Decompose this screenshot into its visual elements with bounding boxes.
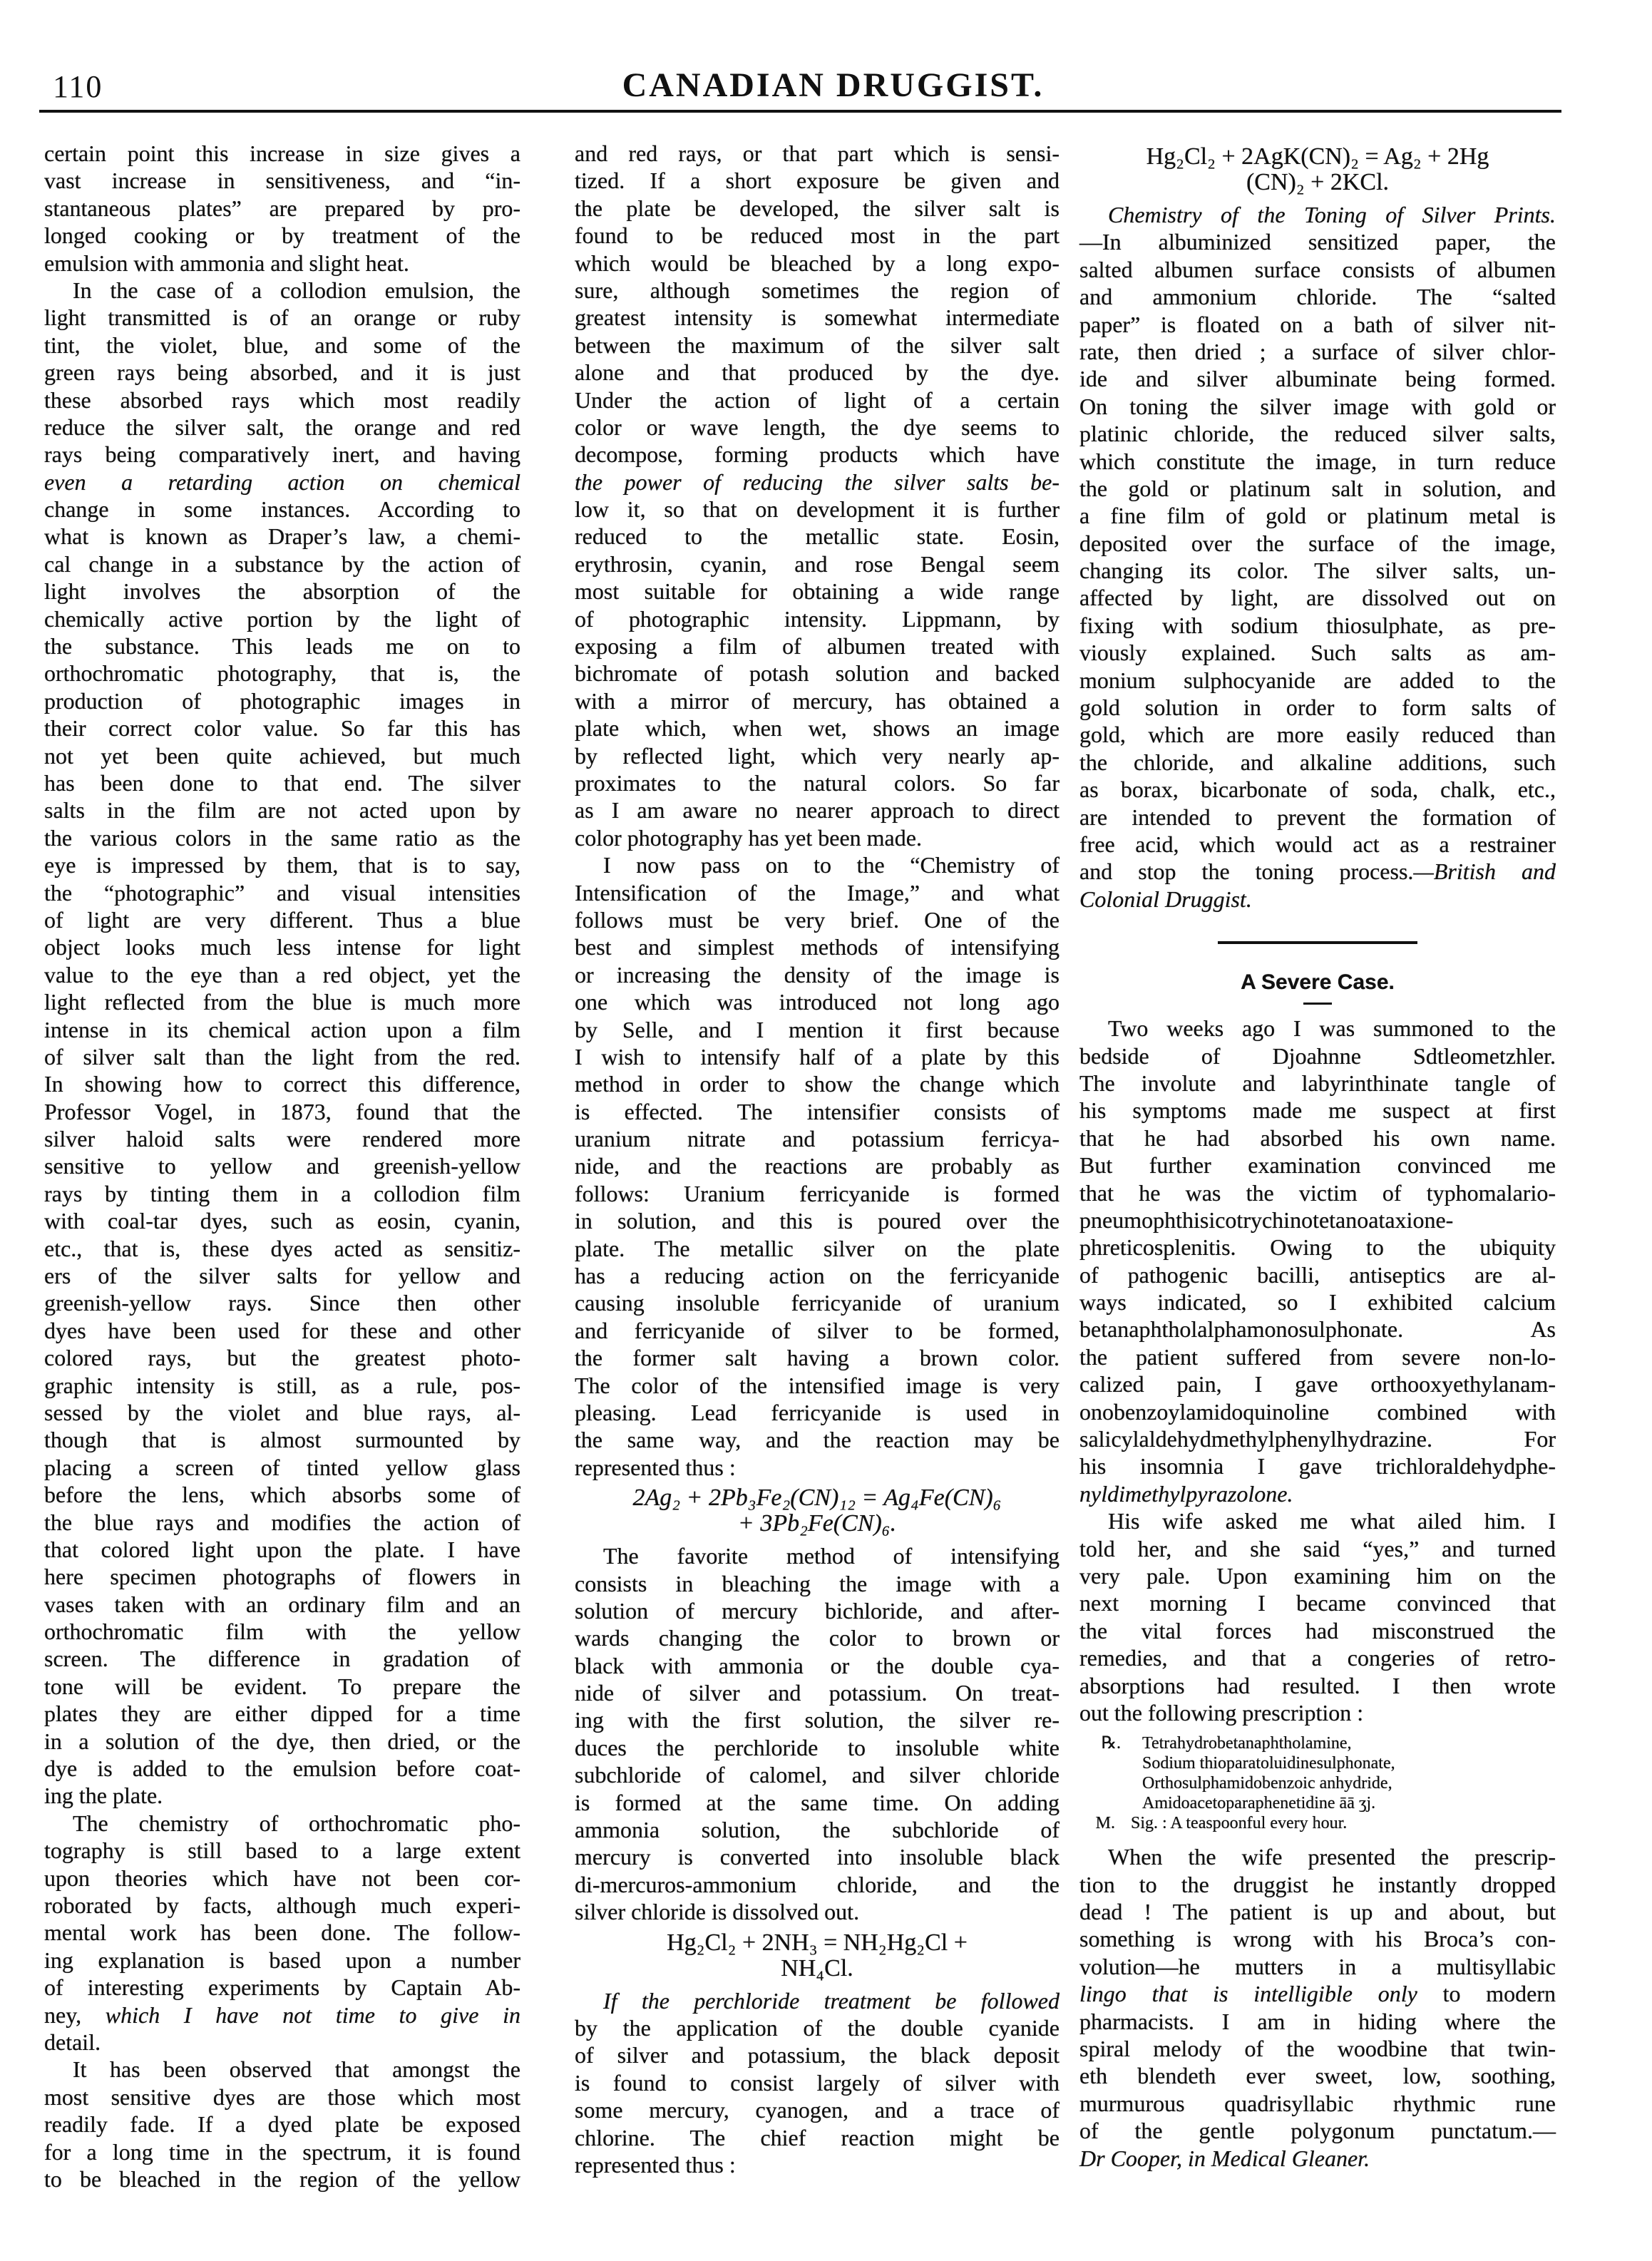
- text-line: of pathogenic bacilli, antiseptics are al-: [1079, 1261, 1556, 1288]
- text-line: The favorite method of intensifying: [603, 1543, 1060, 1569]
- italic-text: which I have not time to give in: [105, 2001, 521, 2028]
- text-line: very pale. Upon examining him on the: [1079, 1562, 1556, 1589]
- italic-text: If the perchloride treatment be followed: [603, 1987, 1060, 2014]
- text-line: greatest intensity is somewhat intermediate: [575, 304, 1060, 331]
- text-line: out the following prescription :: [1079, 1699, 1364, 1726]
- text-line: low it, so that on development it is further: [575, 496, 1060, 523]
- text-line: a fine film of gold or platinum metal is: [1079, 503, 1556, 529]
- text-line: ide and silver albuminate being formed.: [1079, 366, 1556, 392]
- prescription-line: [1079, 1773, 1556, 1793]
- text-line: color photography has yet been made.: [575, 824, 922, 851]
- text-line: in a solution of the dye, then dried, or the: [44, 1728, 520, 1754]
- text-line: wards changing the color to brown or: [575, 1625, 1060, 1651]
- text-line: [44, 468, 520, 496]
- equation-line: Hg₂Cl₂ + 2AgK(CN)₂ = Ag₂ + 2Hg: [1146, 143, 1489, 170]
- text-line: I wish to intensify half of a plate by this: [575, 1043, 1060, 1070]
- text-line: On toning the silver image with gold or: [1079, 393, 1556, 419]
- text-line: duces the perchloride to insoluble white: [575, 1734, 1060, 1760]
- text-line: [44, 2001, 520, 2029]
- text-line: chlorine. The chief reaction might be: [575, 2124, 1060, 2150]
- text-line: causing insoluble ferricyanide of uranium: [575, 1290, 1060, 1316]
- text-line: ing with the first solution, the silver re-: [575, 1707, 1060, 1733]
- text-line: the blue rays and modifies the action of: [44, 1509, 520, 1535]
- text-line: value to the eye than a red object, yet the: [44, 961, 520, 988]
- italic-text: the power of reducing the silver salts be-: [575, 468, 1060, 495]
- text-line: of light are very different. Thus a blue: [44, 906, 520, 933]
- text-line: the substance. This leads me on to: [44, 633, 520, 660]
- paragraph: [575, 140, 1060, 851]
- text-line: and red rays, or that part which is sensi-: [575, 140, 1060, 166]
- text-line: the “photographic” and visual intensities: [44, 879, 520, 906]
- text-line: light involves the absorption of the: [44, 578, 520, 605]
- prescription-mark: ℞.: [1101, 1734, 1121, 1753]
- text-line: the former salt having a brown color.: [575, 1345, 1060, 1371]
- text-line: has been done to that end. The silver: [44, 769, 520, 796]
- text-line: stantaneous plates” are prepared by pro-: [44, 195, 520, 221]
- text-line: decompose, forming products which have: [575, 441, 1060, 468]
- italic-text: nyldimethylpyrazolone.: [1079, 1480, 1293, 1507]
- text-line: bichromate of potash solution and backed: [575, 660, 1060, 687]
- text-line: change in some instances. According to: [44, 496, 520, 523]
- text-line: light reflected from the blue is much more: [44, 989, 520, 1015]
- text-line: told her, and she said “yes,” and turned: [1079, 1535, 1556, 1562]
- text-column-2: [575, 140, 1060, 2178]
- text-line: sessed by the violet and blue rays, al-: [44, 1399, 520, 1425]
- header-rule: [39, 110, 1561, 113]
- text-line: tint, the violet, blue, and some of the: [44, 332, 520, 358]
- text-line: phreticosplenitis. Owing to the ubiquity: [1079, 1234, 1556, 1261]
- text-line: di-mercuros-ammonium chloride, and the: [575, 1871, 1060, 1897]
- text-line: not yet been quite achieved, but much: [44, 742, 520, 769]
- text-line: the various colors in the same ratio as the: [44, 824, 520, 851]
- text-line: greenish-yellow rays. Since then other: [44, 1290, 520, 1316]
- text-line: green rays being absorbed, and it is just: [44, 359, 520, 386]
- text-line: screen. The difference in gradation of: [44, 1646, 520, 1672]
- text-line: I now pass on to the “Chemistry of: [603, 852, 1060, 878]
- paragraph: [44, 1810, 520, 2056]
- text-line: betanaphtholalphamonosulphonate. As: [1079, 1316, 1556, 1343]
- text-line: ers of the silver salts for yellow and: [44, 1263, 520, 1289]
- text-line: The color of the intensified image is very: [575, 1372, 1060, 1398]
- text-column-1: [44, 140, 520, 2193]
- text-line: His wife asked me what ailed him. I: [1108, 1508, 1556, 1534]
- italic-text: Chemistry of the Toning of Silver Prints.: [1108, 202, 1556, 227]
- text-line: ways indicated, so I exhibited calcium: [1079, 1289, 1556, 1316]
- text-line: mercury is converted into insoluble black: [575, 1844, 1060, 1870]
- equation-line: + 3Pb₂Fe(CN)₆.: [737, 1510, 897, 1537]
- text-line: detail.: [44, 2029, 101, 2055]
- text-line: [1079, 201, 1556, 228]
- text-line: When the wife presented the prescrip-: [1108, 1844, 1556, 1870]
- text-line: intense in its chemical action upon a film: [44, 1016, 520, 1042]
- text-line: vases taken with an ordinary film and an: [44, 1591, 520, 1617]
- text-line: with a mirror of mercury, has obtained a: [575, 687, 1060, 714]
- text-line: as borax, bicarbonate of soda, chalk, etc.,: [1079, 776, 1556, 803]
- text-line: [575, 1987, 1060, 2014]
- italic-text: lingo that is intelligible only: [1079, 1981, 1417, 2007]
- text-line: what is known as Draper’s law, a chemi-: [44, 523, 520, 550]
- text-line: ammonia solution, the subchloride of: [575, 1817, 1060, 1843]
- prescription-line: [1079, 1813, 1556, 1833]
- text-line: by reflected light, which very nearly ap-: [575, 742, 1060, 769]
- text-line: though that is almost surmounted by: [44, 1427, 520, 1453]
- text-line: black with ammonia or the double cya-: [575, 1652, 1060, 1678]
- paragraph: [1079, 1507, 1556, 1726]
- text-line: proximates to the natural colors. So far: [575, 769, 1060, 796]
- text-line: eth blendeth ever sweet, low, soothing,: [1079, 2063, 1556, 2089]
- text-line: something is wrong with his Broca’s con-: [1079, 1926, 1556, 1952]
- text-line: some mercury, cyanogen, and a trace of: [575, 2097, 1060, 2123]
- text-line: upon theories which have not been cor-: [44, 1865, 520, 1891]
- text-line: subchloride of calomel, and silver chloride: [575, 1762, 1060, 1788]
- italic-text: Colonial Druggist.: [1079, 886, 1252, 912]
- text-line: found to be reduced most in the part: [575, 222, 1060, 249]
- text-line: consists in bleaching the image with a: [575, 1570, 1060, 1596]
- text-line: uranium nitrate and potassium ferricya-: [575, 1126, 1060, 1152]
- text-line: dyes have been used for these and other: [44, 1317, 520, 1343]
- text-line: longed cooking or by treatment of the: [44, 222, 520, 249]
- prescription-text: Sig. : A teaspoonful every hour.: [1131, 1814, 1348, 1833]
- text-line: nide, and the reactions are probably as: [575, 1153, 1060, 1179]
- section-divider: [1218, 941, 1417, 944]
- paragraph: [575, 851, 1060, 1481]
- text-run: ney,: [44, 2001, 106, 2028]
- text-line: silver chloride is dissolved out.: [575, 1899, 860, 1925]
- text-line: exposing a film of albumen treated with: [575, 633, 1060, 660]
- text-line: ing the plate.: [44, 1783, 163, 1809]
- text-line: bedside of Djoahnne Sdtleometzhler.: [1079, 1042, 1556, 1069]
- text-line: for a long time in the spectrum, it is found: [44, 2138, 520, 2165]
- text-line: reduced to the metallic state. Eosin,: [575, 523, 1060, 550]
- text-line: gold, which are more easily reduced than: [1079, 722, 1556, 748]
- text-line: sure, although sometimes the region of: [575, 277, 1060, 303]
- text-line: [1079, 2145, 1556, 2172]
- text-line: in solution, and this is poured over the: [575, 1208, 1060, 1234]
- text-line: colored rays, but the greatest photo-: [44, 1345, 520, 1371]
- text-line: absorptions had resulted. I then wrote: [1079, 1672, 1556, 1698]
- text-line: his insomnia I gave trichloraldehydphe-: [1079, 1453, 1556, 1480]
- text-line: salted albumen surface consists of albumen: [1079, 256, 1556, 282]
- text-line: certain point this increase in size gives a: [44, 140, 520, 166]
- italic-text: even a retarding action on chemical: [44, 468, 520, 495]
- paragraph: [575, 1987, 1060, 2179]
- text-line: represented thus :: [575, 1454, 736, 1480]
- text-line: before the lens, which absorbs some of: [44, 1482, 520, 1508]
- text-line: dye is added to the emulsion before coat-: [44, 1755, 520, 1782]
- prescription-mark: M.: [1095, 1814, 1115, 1833]
- text-line: that he had absorbed his own name.: [1079, 1124, 1556, 1151]
- text-line: free acid, which would act as a restrainer: [1079, 831, 1556, 857]
- text-line: solution of mercury bichloride, and after-: [575, 1597, 1060, 1624]
- text-line: orthochromatic photography, that is, the: [44, 660, 520, 687]
- text-run: to modern: [1417, 1981, 1556, 2007]
- text-line: [1079, 886, 1556, 913]
- text-line: platinic chloride, the reduced silver salts,: [1079, 421, 1556, 447]
- text-line: follows: Uranium ferricyanide is formed: [575, 1180, 1060, 1206]
- text-line: is found to consist largely of silver with: [575, 2069, 1060, 2096]
- text-line: that colored light upon the plate. I have: [44, 1536, 520, 1562]
- text-line: plates they are either dipped for a time: [44, 1701, 520, 1727]
- text-line: rays by tinting them in a collodion film: [44, 1180, 520, 1206]
- text-line: paper” is floated on a bath of silver nit-: [1079, 311, 1556, 337]
- text-line: by Selle, and I mention it first because: [575, 1016, 1060, 1042]
- text-line: erythrosin, cyanin, and rose Bengal seem: [575, 550, 1060, 577]
- text-line: emulsion with ammonia and slight heat.: [44, 250, 409, 276]
- text-line: rate, then dried ; a surface of silver chlor-: [1079, 338, 1556, 364]
- text-line: which constitute the image, in turn reduce: [1079, 448, 1556, 474]
- text-line: silver haloid salts were rendered more: [44, 1126, 520, 1152]
- chemical-equation: [575, 1485, 1060, 1537]
- text-line: production of photographic images in: [44, 687, 520, 714]
- paragraph: [1079, 201, 1556, 913]
- text-line: his symptoms made me suspect at first: [1079, 1097, 1556, 1124]
- prescription-text: Amidoacetoparaphenetidine āā ʒj.: [1142, 1794, 1376, 1813]
- text-line: Under the action of light of a certain: [575, 386, 1060, 413]
- text-line: as I am aware no nearer approach to direct: [575, 797, 1060, 824]
- paragraph: [1079, 1843, 1556, 2172]
- text-column-3: [1079, 140, 1556, 2172]
- text-line: method in order to show the change which: [575, 1071, 1060, 1097]
- text-line: nide of silver and potassium. On treat-: [575, 1680, 1060, 1706]
- text-line: follows must be very brief. One of the: [575, 906, 1060, 933]
- prescription-mark: [1079, 1793, 1142, 1813]
- text-line: by the application of the double cyanide: [575, 2015, 1060, 2041]
- text-line: volution—he mutters in a multisyllabic: [1079, 1953, 1556, 1979]
- text-line: best and simplest methods of intensifying: [575, 934, 1060, 960]
- paragraph: [575, 1542, 1060, 1925]
- prescription-mark: [1079, 1753, 1142, 1773]
- text-line: murmurous quadrisyllabic rhythmic rune: [1079, 2090, 1556, 2116]
- equation-line: NH₄Cl.: [781, 1954, 853, 1981]
- text-line: and ferricyanide of silver to be formed,: [575, 1317, 1060, 1343]
- text-line: dead ! The patient is up and about, but: [1079, 1899, 1556, 1925]
- text-line: and ammonium chloride. The “salted: [1079, 284, 1556, 310]
- paragraph: [44, 140, 520, 277]
- text-line: light transmitted is of an orange or ruby: [44, 304, 520, 331]
- text-line: vast increase in sensitiveness, and “in-: [44, 168, 520, 194]
- text-line: [1079, 858, 1556, 885]
- text-line: eye is impressed by them, that is to say,: [44, 852, 520, 878]
- text-line: roborated by facts, although much experi-: [44, 1892, 520, 1918]
- text-line: next morning I became convinced that: [1079, 1590, 1556, 1616]
- text-line: changing its color. The silver salts, un-: [1079, 558, 1556, 584]
- text-line: object looks much less intense for light: [44, 934, 520, 960]
- text-line: of photographic intensity. Lippmann, by: [575, 605, 1060, 632]
- text-line: tized. If a short exposure be given and: [575, 168, 1060, 194]
- prescription-line: [1079, 1753, 1556, 1773]
- text-line: The involute and labyrinthinate tangle of: [1079, 1070, 1556, 1096]
- text-line: the patient suffered from severe non-lo-: [1079, 1343, 1556, 1370]
- equation-line: (CN)₂ + 2KCl.: [1246, 169, 1390, 195]
- text-line: their correct color value. So far this has: [44, 715, 520, 742]
- text-line: tone will be evident. To prepare the: [44, 1673, 520, 1699]
- equation-line: 2Ag₂ + 2Pb₃Fe₂(CN)₁₂ = Ag₄Fe(CN)₆: [632, 1485, 1002, 1512]
- text-line: plate which, when wet, shows an image: [575, 715, 1060, 742]
- text-line: with coal-tar dyes, such as eosin, cyanin,: [44, 1208, 520, 1234]
- text-line: cal change in a substance by the action of: [44, 550, 520, 577]
- text-line: sensitive to yellow and greenish-yellow: [44, 1153, 520, 1179]
- text-line: In the case of a collodion emulsion, the: [73, 277, 520, 303]
- text-line: these absorbed rays which most readily: [44, 386, 520, 413]
- text-line: [1079, 1980, 1556, 2007]
- text-line: most suitable for obtaining a wide range: [575, 578, 1060, 605]
- text-line: remedies, and that a congeries of retro-: [1079, 1645, 1556, 1671]
- text-line: monium sulphocyanide are added to the: [1079, 667, 1556, 693]
- prescription-line: [1079, 1793, 1556, 1813]
- text-line: The chemistry of orthochromatic pho-: [73, 1810, 520, 1836]
- text-line: of silver and potassium, the black deposit: [575, 2042, 1060, 2068]
- chemical-equation: [1079, 144, 1556, 195]
- text-line: Two weeks ago I was summoned to the: [1108, 1015, 1556, 1042]
- paragraph: [1079, 1015, 1556, 1507]
- text-line: color or wave length, the dye seems to: [575, 414, 1060, 440]
- text-line: plate. The metallic silver on the plate: [575, 1235, 1060, 1261]
- text-line: In showing how to correct this difference,: [44, 1071, 520, 1097]
- text-line: ing explanation is based upon a number: [44, 1947, 520, 1973]
- text-line: to be bleached in the region of the yellow: [44, 2165, 520, 2192]
- paragraph: [44, 277, 520, 1810]
- text-line: rays being comparatively inert, and having: [44, 441, 520, 468]
- article-heading: A Severe Case.: [1241, 970, 1395, 995]
- text-line: It has been observed that amongst the: [73, 2056, 520, 2083]
- text-line: is effected. The intensifier consists of: [575, 1098, 1060, 1124]
- text-line: gold solution in order to form salts of: [1079, 694, 1556, 721]
- prescription-text: Tetrahydrobetanaphtholamine,: [1142, 1734, 1352, 1753]
- prescription-line: [1079, 1733, 1556, 1753]
- paragraph: [44, 2056, 520, 2193]
- text-line: fixing with sodium thiosulphate, as pre-: [1079, 612, 1556, 638]
- text-line: is formed at the same time. On adding: [575, 1789, 1060, 1815]
- text-line: the chloride, and alkaline additions, such: [1079, 749, 1556, 775]
- text-line: pharmacists. I am in hiding where the: [1079, 2008, 1556, 2034]
- text-line: the vital forces had misconstrued the: [1079, 1617, 1556, 1644]
- text-line: the same way, and the reaction may be: [575, 1427, 1060, 1453]
- heading-dash: [1303, 1003, 1332, 1005]
- text-line: spiral melody of the woodbine that twin-: [1079, 2036, 1556, 2062]
- text-line: Intensification of the Image,” and what: [575, 879, 1060, 906]
- prescription-text: Sodium thioparatoluidinesulphonate,: [1142, 1754, 1395, 1773]
- text-line: pleasing. Lead ferricyanide is used in: [575, 1399, 1060, 1425]
- italic-text: —British and: [1413, 858, 1556, 885]
- text-line: the plate be developed, the silver salt is: [575, 195, 1060, 221]
- text-line: one which was introduced not long ago: [575, 989, 1060, 1015]
- text-line: represented thus :: [575, 2151, 736, 2178]
- text-line: orthochromatic film with the yellow: [44, 1619, 520, 1645]
- text-line: calized pain, I gave orthooxyethylanam-: [1079, 1371, 1556, 1398]
- prescription-mark: [1079, 1773, 1142, 1793]
- text-line: are intended to prevent the formation of: [1079, 804, 1556, 830]
- prescription: [1079, 1733, 1556, 1833]
- text-line: —In albuminized sensitized paper, the: [1079, 229, 1556, 255]
- page-number: 110: [53, 69, 103, 104]
- italic-text: Dr Cooper, in Medical Gleaner.: [1079, 2145, 1370, 2171]
- text-line: affected by light, are dissolved out on: [1079, 585, 1556, 611]
- text-line: tography is still based to a large extent: [44, 1837, 520, 1864]
- text-line: mental work has been done. The follow-: [44, 1919, 520, 1946]
- text-line: But further examination convinced me: [1079, 1152, 1556, 1179]
- text-line: [575, 468, 1060, 496]
- text-line: reduce the silver salt, the orange and red: [44, 414, 520, 440]
- text-line: deposited over the surface of the image,: [1079, 530, 1556, 556]
- text-line: which would be bleached by a long expo-: [575, 250, 1060, 276]
- equation-line: Hg₂Cl₂ + 2NH₃ = NH₂Hg₂Cl +: [667, 1929, 968, 1956]
- journal-title: CANADIAN DRUGGIST.: [622, 66, 1045, 104]
- text-line: the gold or platinum salt in solution, and: [1079, 475, 1556, 501]
- text-line: graphic intensity is still, as a rule, pos-: [44, 1372, 520, 1398]
- prescription-text: Orthosulphamidobenzoic anhydride,: [1142, 1774, 1392, 1793]
- text-line: placing a screen of tinted yellow glass: [44, 1454, 520, 1480]
- text-line: etc., that is, these dyes acted as sensitiz-: [44, 1235, 520, 1261]
- text-line: viously explained. Such salts as am-: [1079, 640, 1556, 666]
- text-line: here specimen photographs of flowers in: [44, 1564, 520, 1590]
- text-run: and stop the toning process.: [1079, 858, 1414, 885]
- text-line: has a reducing action on the ferricyanide: [575, 1263, 1060, 1289]
- text-line: pneumophthisicotrychinotetanoataxione-: [1079, 1206, 1454, 1233]
- text-line: of the gentle polygonum punctatum.—: [1079, 2118, 1556, 2144]
- text-line: salicylaldehydmethylphenylhydrazine. For: [1079, 1426, 1556, 1452]
- text-line: onobenzoylamidoquinoline combined with: [1079, 1398, 1556, 1425]
- text-line: that he was the victim of typhomalario-: [1079, 1179, 1556, 1206]
- text-line: salts in the film are not acted upon by: [44, 797, 520, 824]
- text-line: alone and that produced by the dye.: [575, 359, 1060, 386]
- text-line: [1079, 1480, 1556, 1507]
- text-line: or increasing the density of the image is: [575, 961, 1060, 988]
- text-line: readily fade. If a dyed plate be exposed: [44, 2111, 520, 2138]
- text-line: Professor Vogel, in 1873, found that the: [44, 1098, 520, 1124]
- text-line: most sensitive dyes are those which most: [44, 2083, 520, 2110]
- chemical-equation: [575, 1930, 1060, 1981]
- text-line: chemically active portion by the light of: [44, 605, 520, 632]
- text-line: tion to the druggist he instantly dropped: [1079, 1871, 1556, 1897]
- text-line: of interesting experiments by Captain Ab-: [44, 1974, 520, 2001]
- text-line: between the maximum of the silver salt: [575, 332, 1060, 358]
- text-line: of silver salt than the light from the red.: [44, 1043, 520, 1070]
